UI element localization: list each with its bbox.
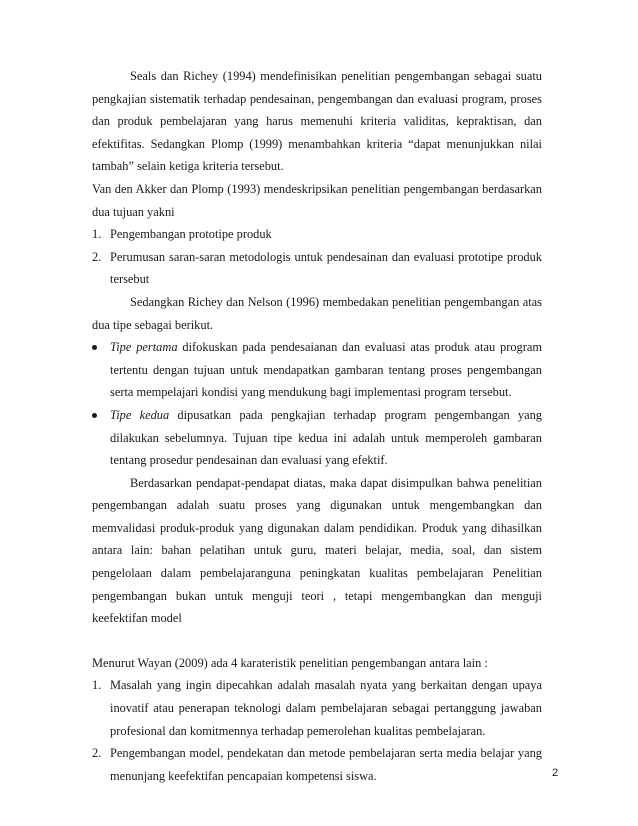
paragraph-wayan: Menurut Wayan (2009) ada 4 karateristik penelitian pengembangan antara lain : [92, 655, 488, 670]
list-item [92, 246, 542, 291]
list-marker: 2. [92, 746, 102, 761]
bullet-icon [92, 345, 97, 350]
list-item [92, 742, 542, 787]
list-item [92, 336, 542, 404]
types-list [92, 336, 542, 472]
characteristics-list [92, 674, 542, 787]
list-item-text: Pengembangan model, pendekatan dan metode pembelajaran serta media belajar yang menunjang keefektifan pencapaian kompetensi siswa. [110, 746, 542, 783]
list-item-text: Masalah yang ingin dipecahkan adalah masalah nyata yang berkaitan dengan upaya inovatif atau penerapan teknologi dalam pembelajaran sebagai pertanggung jawaban profesional dan komitmennya terhadap pemerolehan kualitas pembelajaran. [110, 678, 542, 738]
list-item-text: Pengembangan prototipe produk [110, 227, 272, 242]
page-number: 2 [552, 767, 559, 779]
list-item [92, 674, 542, 742]
list-marker: 2. [92, 249, 102, 264]
paragraph-spacer [92, 630, 542, 652]
paragraph-van-den-akker: Van den Akker dan Plomp (1993) mendeskripsikan penelitian pengembangan berdasarkan dua tujuan yakni [92, 181, 542, 219]
type-term: Tipe pertama [110, 340, 178, 355]
goals-list [92, 223, 542, 291]
paragraph-richey-nelson: Sedangkan Richey dan Nelson (1996) membedakan penelitian pengembangan atas dua tipe sebagai berikut. [92, 294, 542, 332]
type-term: Tipe kedua [110, 407, 170, 422]
list-item-text: Perumusan saran-saran metodologis untuk pendesainan dan evaluasi prototipe produk tersebut [110, 249, 542, 287]
bullet-icon [92, 413, 97, 418]
paragraph-seals-richey: Seals dan Richey (1994) mendefinisikan penelitian pengembangan sebagai suatu pengkajian sistematik terhadap pendesainan, pengembangan dan evaluasi program, proses dan produk pembelajaran yang harus memenuhi kriteria validitas, kepraktisan, dan efektifitas. Sedangkan Plomp (1999) menambahkan kriteria “dapat menunjukkan nilai tambah” selain ketiga kriteria tersebut. [92, 69, 542, 174]
list-item-text: difokuskan pada pendesaianan dan evaluasi atas produk atau program tertentu dengan tujuan untuk mendapatkan gambaran tentang proses pengembangan serta mempelajari kondisi yang mendukung bagi implementasi program tersebut. [110, 340, 542, 400]
page-body [92, 65, 542, 787]
list-marker: 1. [92, 678, 102, 693]
list-item [92, 404, 542, 472]
paragraph-conclusion: Berdasarkan pendapat-pendapat diatas, maka dapat disimpulkan bahwa penelitian pengembangan adalah suatu proses yang digunakan untuk mengembangkan dan memvalidasi produk-produk yang digunakan dalam pendidikan. Produk yang dihasilkan antara lain: bahan pelatihan untuk guru, materi belajar, media, soal, dan sistem pengelolaan dalam pembelajaranguna peningkatan kualitas pembelajaran Penelitian pengembangan bukan untuk menguji teori , tetapi mengembangkan dan menguji keefektifan model [92, 475, 542, 626]
list-marker: 1. [92, 227, 102, 242]
list-item-text: dipusatkan pada pengkajian terhadap program pengembangan yang dilakukan sebelumnya. Tujuan tipe kedua ini adalah untuk memperoleh gambaran tentang prosedur pendesainan dan evaluasi yang efektif. [110, 407, 542, 468]
list-item [92, 223, 542, 246]
